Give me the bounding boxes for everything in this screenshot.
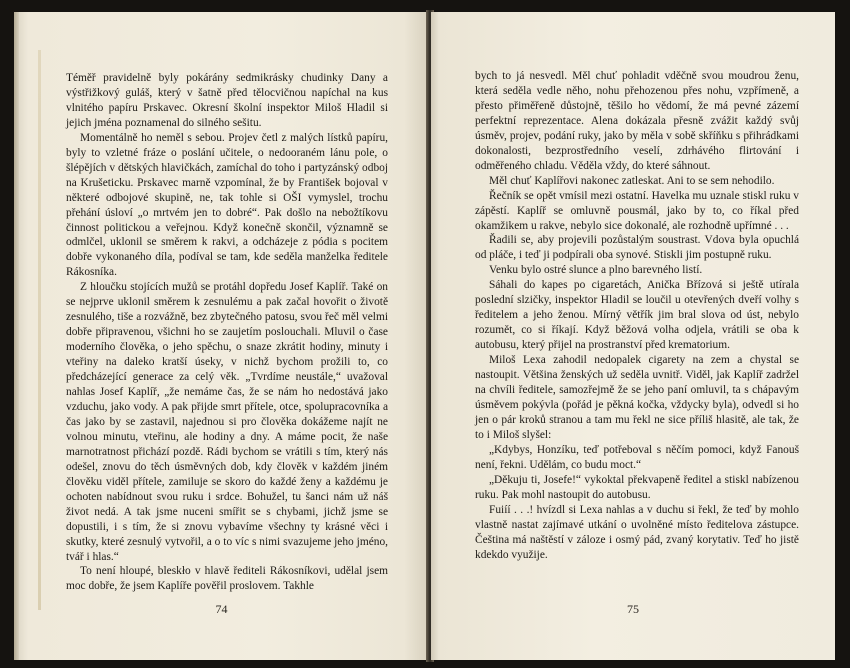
paragraph: bych to já nesvedl. Měl chuť pohladit vděčně svou moudrou ženu, která seděla vedle něho, nohu přehozenou přes nohu, vzpřímeně, a přesto přiměřeně důstojně, těšilo ho vědomí, že má pevné zázemí perfektní reprezentace. Alena dokázala přesně zvážit každý svůj úsměv, projev, podání ruky, jako by měla v sobě skříňku s přihrádkami dokonalosti, bezprostředního veselí, zdrhávého flirtování i odměřeného chladu. Věděla vždy, do které sáhnout. [475,70,799,172]
paragraph: Fuiíí . . .! hvízdl si Lexa nahlas a v duchu si řekl, že teď by mohlo vlastně nastat zajímavé utkání o uvolněné místo ředitelova zástupce. Čeština má naštěstí v záloze i osmý pád, zvaný korytativ. Teď ho jistě kdekdo využije. [475,503,799,561]
right-page-number: 75 [627,602,639,616]
paragraph: „Kdybys, Honzíku, teď potřeboval s něčím pomoci, když Fanouš není, řekni. Udělám, co budu moct.“ [475,443,799,471]
paragraph: Momentálně ho neměl s sebou. Projev četl z malých lístků papíru, byly to vzletné fráze o poslání učitele, o nedooraném lánu pole, o šlépějích v dětských hlavičkách, zamíchal do toho i partyzánský odboj na Krušeticku. Prskavec marně vzpomínal, že by František bojoval v některé odbojové skupině, ne, tak tohle si OŠI vymyslel, trochu přehání úsloví „o mrtvém jen to dobré“. Pak došlo na nebožtíkovu činnost politickou a veřejnou. Když konečně skončil, významně se odmlčel, uklonil se směrem k rakvi, a odcházeje z pódia s pocitem dobře vykonaného díla, podíval se tam, kde seděla manželka ředitele Rákosníka. [66,131,388,279]
paragraph: Miloš Lexa zahodil nedopalek cigarety na zem a chystal se nastoupit. Většina ženských už seděla uvnitř. Viděl, jak Kaplíř zadržel na chvíli ředitele, samozřejmě že se jeho paní omluvil, ta s chápavým úsměvem pokývla (pořád je pěkná kočka, vždycky byla), odvedl si ho jen o pár kroků stranou a tam mu řekl ne sice příliš hlasitě, ale tak, že to i Miloš slyšel: [475,354,799,441]
right-page [431,12,835,660]
paragraph: Řadili se, aby projevili pozůstalým soustrast. Vdova byla opuchlá od pláče, i teď ji podpírali oba synové. Stiskli jim postupně ruku. [475,234,799,262]
paragraph: Řečník se opět vmísil mezi ostatní. Havelka mu uznale stiskl ruku v zápěstí. Kaplíř se omluvně pousmál, jako by to, co říkal před okamžikem u rakve, nebylo sice dokonalé, ale rozhodně upřímné . . . [475,189,799,232]
left-page [14,12,429,660]
left-page-number: 74 [215,602,228,616]
paragraph: Venku bylo ostré slunce a plno barevného listí. [489,264,703,277]
paragraph: Z hloučku stojících mužů se protáhl dopředu Josef Kaplíř. Také on se nejprve uklonil směrem k zesnulému a pak začal hovořit o životě zesnulého, tiše a rozvážně, bez zbytečného patosu, svou řeč měl velmi dobře připravenou, všichni ho se zaujetím poslouchali. Mluvil o čase moderního člověka, o jeho spěchu, o snaze zkrátit hodiny, minuty i vteřiny na daleko kratší úseky, v nichž bychom prožili to, co předcházející generace za celý věk. „Tvrdíme neustále,“ uvažoval nahlas Josef Kaplíř, „že nemáme čas, že se nám ho nedostává jako vzduchu, jako vody. A pak přijde smrt přítele, otce, spolupracovníka a čas jako by se zastavil, najednou si pro člověka dokážeme najít ne volnou minutu, vteřinu, ale hodiny a dny. A máme pocit, že naše marnotratnost přichází pozdě. Rádi bychom se vrátili s tím, který nás odešel, znovu do těch úsměvných dob, kdy člověk v každém jiném člověku viděl přítele, zamiluje se skoro do každé ženy a každému je ochoten nabídnout svou ruku i srdce. Bohužel, tu šanci nám už náš život nedá. A tak jsme nuceni smířit se s chybami, jichž jsme se dopustili, i s tím, že si znovu vybavíme všechny ty krásné věci i skutky, které zesnulý vytvořil, a o to víc s nimi svazujeme jeho jméno, tvář i hlas.“ [66,281,388,563]
paragraph: To není hloupé, bleskło v hlavě řediteli Rákosníkovi, udělal jsem moc dobře, že jsem Kaplíře pověřil proslovem. Takhle [66,565,388,593]
left-page-text [66,71,388,594]
paragraph: „Děkuju ti, Josefe!“ vykoktal překvapeně ředitel a stiskl nabízenou ruku. Pak mohl nastoupit do autobusu. [475,473,799,501]
pencil-mark [38,50,41,610]
paragraph: Téměř pravidelně byly pokárány sedmikrásky chudinky Dany a výstřižkový guláš, který v šatně před tělocvičnou napíchal na kus vlnitého papíru Prskavec. Okresní školní inspektor Miloš Hladil si jejich jména poznamenal do silného sešitu. [66,72,388,129]
right-page-text [475,69,799,562]
page-edge [14,12,19,660]
paragraph: Měl chuť Kaplířovi nakonec zatleskat. Ani to se sem nehodilo. [489,174,775,187]
paragraph: Sáhali do kapes po cigaretách, Anička Břízová si ještě utírala poslední slzičky, inspektor Hladil se loučil u otevřených dveří volhy s ředitelem a jeho ženou. Mírný větřík jim bral slova od úst, nebylo rozumět, co si říkají. Když běžová volha odjela, vrátili se oba k autobusu, který přijel na prostranství před krematorium. [475,279,799,352]
